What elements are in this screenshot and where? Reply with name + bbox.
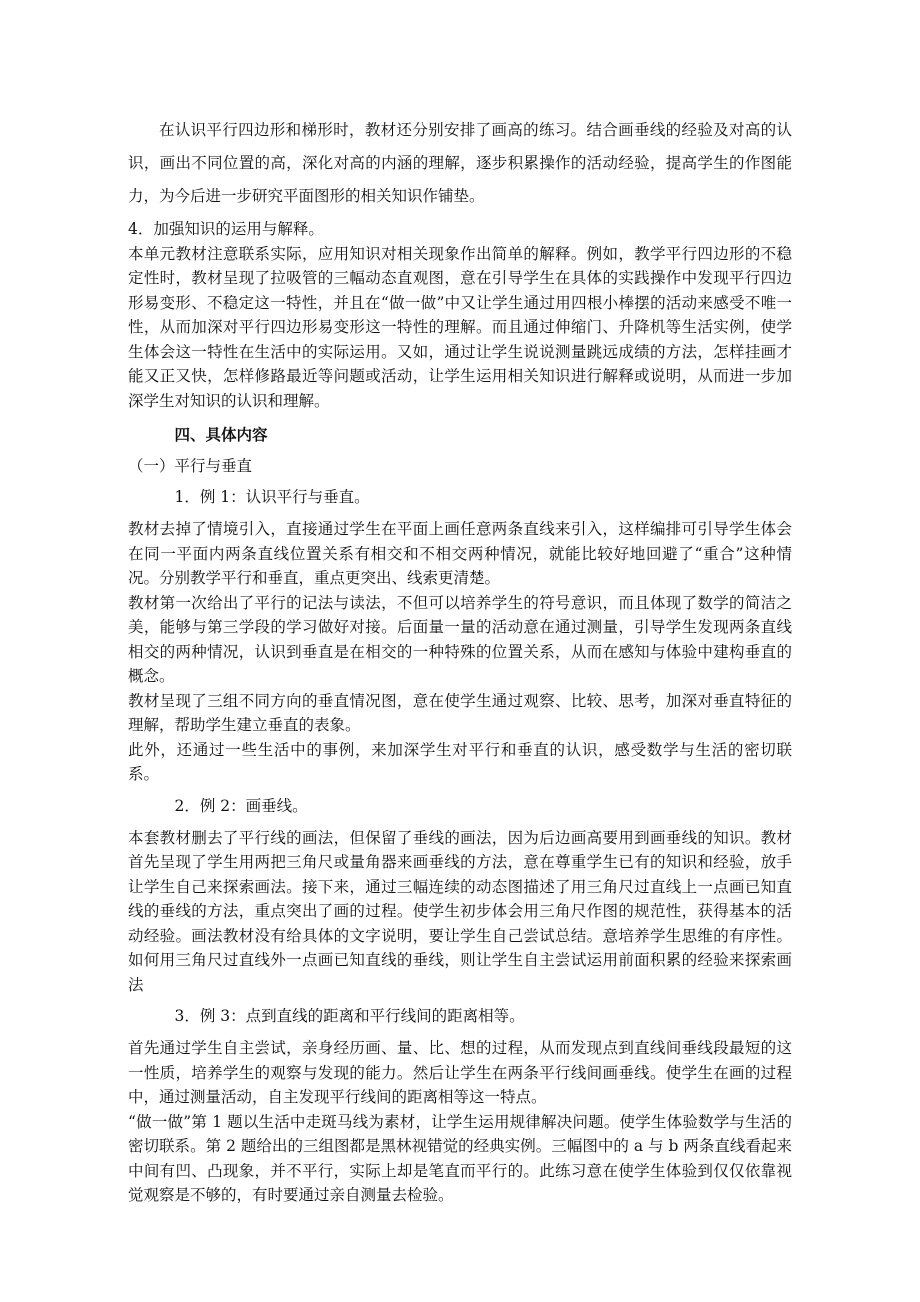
document-body: [128, 114, 792, 1208]
example-1-paragraph-2: 教材第一次给出了平行的记法与读法，不但可以培养学生的符号意识，而且体现了数学的简洁之美，能够与第三学段的学习做好对接。后面量一量的活动意在通过测量，引导学生发现两条直线相交的两种情况，认识到垂直是在相交的一种特殊的位置关系，从而在感知与体验中建构垂直的概念。: [128, 593, 792, 685]
example-1-paragraph-1: 教材去掉了情境引入，直接通过学生在平面上画任意两条直线来引入，这样编排可引导学生体会在同一平面内两条直线位置关系有相交和不相交两种情况，就能比较好地回避了“重合”这种情况。分别教学平行和垂直，重点更突出、线索更清楚。: [128, 520, 792, 587]
item-4-paragraph: 本单元教材注意联系实际，应用知识对相关现象作出简单的解释。例如，教学平行四边形的不稳定性时，教材呈现了拉吸管的三幅动态直观图，意在引导学生在具体的实践操作中发现平行四边形易变形、不稳定这一特性，并且在“做一做”中又让学生通过用四根小棒摆的活动来感受不唯一性，从而加深对平行四边形易变形这一特性的理解。而且通过伸缩门、升降机等生活实例，使学生体会这一特性在生活中的实际运用。又如，通过让学生说说测量跳远成绩的方法，怎样挂画才能又正又快，怎样修路最近等问题或活动，让学生运用相关知识进行解释或说明，从而进一步加深学生对知识的认识和理解。: [128, 244, 792, 410]
example-1-title: 1．例 1：认识平行与垂直。: [174, 488, 370, 506]
example-1-paragraph-3: 教材呈现了三组不同方向的垂直情况图，意在使学生通过观察、比较、思考，加深对垂直特征的理解，帮助学生建立垂直的表象。: [128, 691, 792, 734]
intro-paragraph: 在认识平行四边形和梯形时，教材还分别安排了画高的练习。结合画垂线的经验及对高的认识，画出不同位置的高，深化对高的内涵的理解，逐步积累操作的活动经验，提高学生的作图能力，为今后进一步研究平面图形的相关知识作铺垫。: [128, 121, 792, 205]
subsection-1-title: （一）平行与垂直: [128, 456, 253, 475]
example-2-title: 2．例 2：画垂线。: [174, 796, 308, 815]
example-3-paragraph-2: “做一做”第 1 题以生活中走斑马线为素材，让学生运用规律解决问题。使学生体验数学与生活的密切联系。第 2 题给出的三组图都是黑林视错觉的经典实例。三幅图中的 a 与 b 两条直线看起来中间有凹、凸现象，并不平行，实际上却是笔直而平行的。此练习意在使学生体验到仅仅依靠视觉观察是不够的，有时要通过亲自测量去检验。: [128, 1112, 792, 1204]
example-3-title: 3．例 3：点到直线的距离和平行线间的距离相等。: [174, 1007, 525, 1025]
example-3-paragraph-1: 首先通过学生自主尝试，亲身经历画、量、比、想的过程，从而发现点到直线间垂线段最短的这一性质，培养学生的观察与发现的能力。然后让学生在两条平行线间画垂线。使学生在画的过程中，通过测量活动，自主发现平行线间的距离相等这一特点。: [128, 1039, 792, 1106]
section-4-heading: 四、具体内容: [174, 425, 268, 444]
example-2-paragraph-1: 本套教材删去了平行线的画法，但保留了垂线的画法，因为后边画高要用到画垂线的知识。教材首先呈现了学生用两把三角尺或量角器来画垂线的方法，意在尊重学生已有的知识和经验，放手让学生自己来探索画法。接下来，通过三幅连续的动态图描述了用三角尺过直线上一点画已知直线的垂线的方法，重点突出了画的过程。使学生初步体会用三角尺作图的规范性，获得基本的活动经验。画法教材没有给具体的文字说明，要让学生自己尝试总结。意培养学生思维的有序性。如何用三角尺过直线外一点画已知直线的垂线，则让学生自主尝试运用前面积累的经验来探索画法: [128, 828, 792, 994]
item-4-title: 4．加强知识的运用与解释。: [128, 220, 324, 238]
example-1-paragraph-4: 此外，还通过一些生活中的事例，来加深学生对平行和垂直的认识，感受数学与生活的密切联系。: [128, 740, 792, 783]
